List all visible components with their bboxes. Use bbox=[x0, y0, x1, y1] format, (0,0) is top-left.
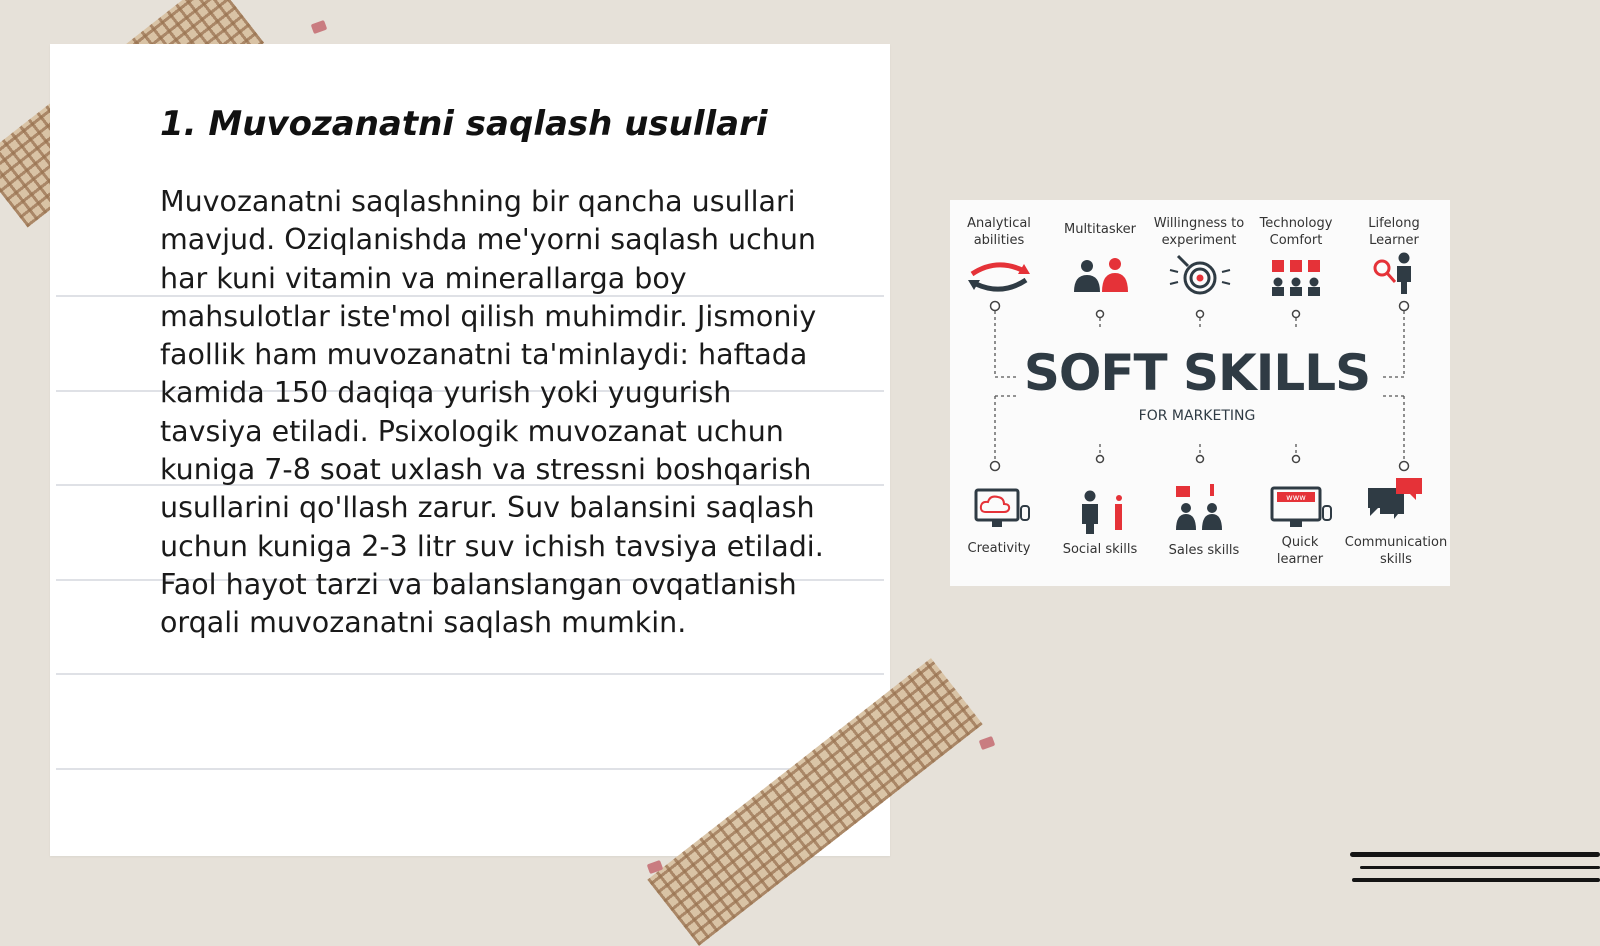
label-willingness-1: Willingness to bbox=[1153, 216, 1245, 231]
label-analytical-2: abilities bbox=[973, 233, 1025, 248]
ruled-line bbox=[56, 673, 884, 675]
tape-tear-edge bbox=[979, 736, 996, 750]
label-willingness-2: experiment bbox=[1161, 233, 1237, 248]
label-analytical-1: Analytical bbox=[967, 216, 1031, 231]
tape-tear-edge bbox=[311, 20, 328, 34]
label-social-skills: Social skills bbox=[1062, 542, 1138, 557]
label-quick-1: Quick bbox=[1281, 535, 1319, 550]
infographic-subheading: FOR MARKETING bbox=[1138, 408, 1256, 424]
label-sales-skills: Sales skills bbox=[1168, 543, 1240, 558]
ruled-line bbox=[56, 768, 884, 770]
label-communication-1: Communication bbox=[1344, 535, 1448, 550]
soft-skills-infographic bbox=[950, 200, 1450, 586]
svg-text:www: www bbox=[1286, 493, 1306, 502]
label-communication-2: skills bbox=[1380, 552, 1412, 567]
slide-title: 1. Muvozanatni saqlash usullari bbox=[160, 104, 768, 144]
label-multitasker: Multitasker bbox=[1063, 222, 1137, 237]
label-quick-2: learner bbox=[1276, 552, 1324, 567]
label-lifelong-1: Lifelong bbox=[1368, 216, 1420, 231]
decorative-brush-strokes bbox=[1350, 848, 1600, 892]
slide-body-text: Muvozanatni saqlashning bir qancha usullari mavjud. Oziqlanishda me'yorni saqlash uchun har kuni vitamin va minerallarga boy mahsulotlar iste'mol qilish muhimdir. Jismoniy faollik ham muvozanatni ta'minlaydi: haftada kamida 150 daqiqa yurish yoki yugurish tavsiya etiladi. Psixologik muvozanat uchun kuniga 7-8 soat uxlash va stressni boshqarish usullarini qo'llash zarur. Suv balansini saqlash uchun kuniga 2-3 litr suv ichish tavsiya etiladi. Faol hayot tarzi va balanslangan ovqatlanish orqali muvozanatni saqlash mumkin. bbox=[160, 185, 824, 640]
label-lifelong-2: Learner bbox=[1369, 233, 1419, 248]
label-technology-2: Comfort bbox=[1269, 233, 1323, 248]
label-creativity: Creativity bbox=[967, 541, 1031, 556]
infographic-heading: SOFT SKILLS bbox=[1023, 344, 1371, 402]
puzzle-team-icon bbox=[1272, 260, 1320, 296]
label-technology-1: Technology bbox=[1259, 216, 1333, 231]
